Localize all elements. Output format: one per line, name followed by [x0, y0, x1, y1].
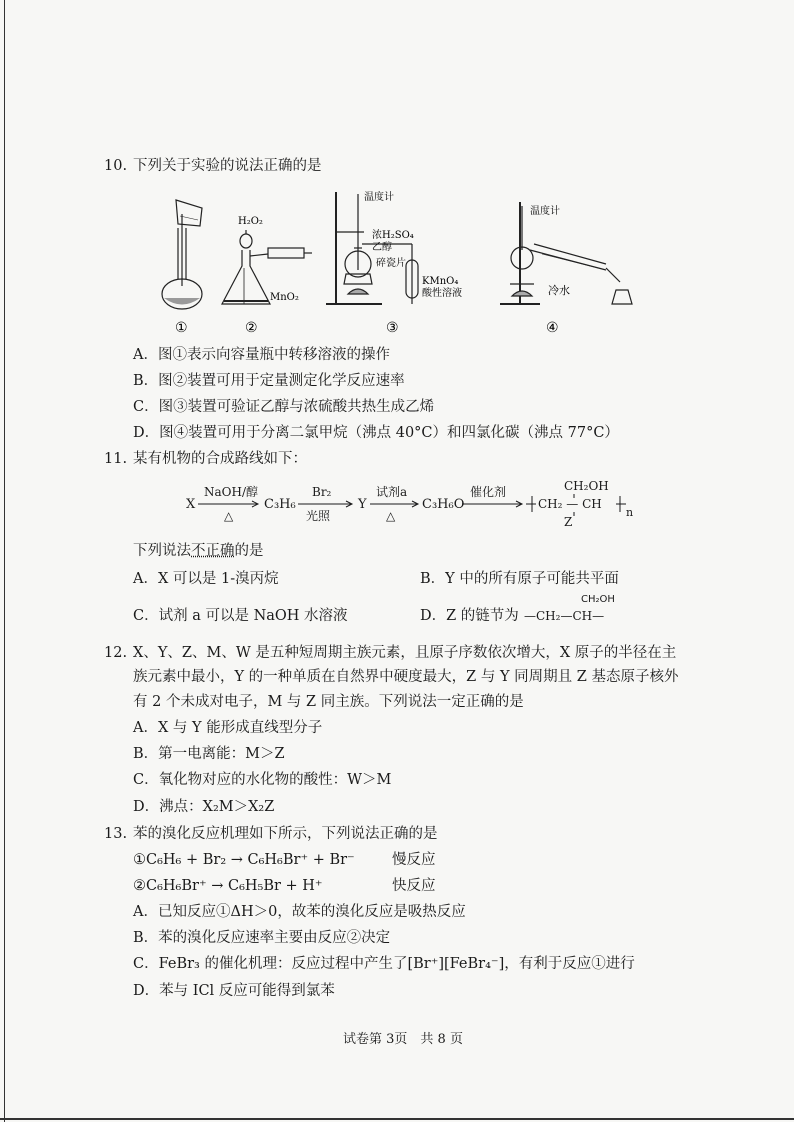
q13-option-a: A．已知反应①ΔH＞0，故苯的溴化反应是吸热反应	[133, 904, 466, 920]
route-c3h6o: C₃H₆O	[422, 497, 465, 512]
thermometer-label-3: 温度计	[364, 192, 394, 203]
route-y: Y	[358, 497, 367, 512]
q11-option-b: B．Y 中的所有原子可能共平面	[420, 571, 619, 587]
page-footer: 试卷第 3页 共 8 页	[343, 1032, 463, 1047]
cold-water-label: 冷水	[548, 284, 570, 297]
q12-option-b: B．第一电离能：M＞Z	[133, 746, 285, 762]
q11-sub-stem-pre: 下列说法	[133, 543, 191, 559]
fig-num-1: ①	[175, 320, 188, 336]
fig-num-2: ②	[245, 320, 258, 336]
chips-label: 碎瓷片	[376, 258, 406, 269]
q13-stem: 苯的溴化反应机理如下所示，下列说法正确的是	[133, 826, 438, 842]
q10-option-c: C．图③装置可验证乙醇与浓硫酸共热生成乙烯	[133, 399, 435, 415]
polymer-main: CH₂ — CH	[538, 497, 602, 511]
mno2-label: MnO₂	[270, 292, 299, 303]
acid-label: 浓H₂SO₄	[372, 230, 414, 241]
q13-option-d: D．苯与 ICl 反应可能得到氯苯	[133, 983, 335, 999]
q10-option-a: A．图①表示向容量瓶中转移溶液的操作	[133, 347, 390, 363]
q11-option-a: A．X 可以是 1-溴丙烷	[133, 571, 279, 587]
q13-reaction-1: ①C₆H₆ + Br₂ → C₆H₆Br⁺ + Br⁻	[133, 852, 355, 868]
route-x: X	[186, 497, 196, 512]
q12-option-c: C．氧化物对应的水化物的酸性：W＞M	[133, 772, 392, 788]
thermometer-label-4: 温度计	[530, 206, 560, 217]
q11-synthesis-route	[180, 474, 660, 534]
q11-sub-stem-post: 的是	[234, 543, 264, 559]
q11-stem: 某有机物的合成路线如下：	[133, 451, 307, 467]
q12-option-a: A．X 与 Y 能形成直线型分子	[133, 720, 323, 736]
q10-option-d: D．图④装置可用于分离二氯甲烷（沸点 40°C）和四氯化碳（沸点 77°C）	[133, 425, 619, 441]
q10-option-b: B．图②装置可用于定量测定化学反应速率	[133, 373, 405, 389]
q10-number: 10.	[104, 158, 128, 174]
kmno4-label: KMnO₄	[422, 276, 459, 287]
q13-reaction-2: ②C₆H₆Br⁺ → C₆H₅Br + H⁺	[133, 878, 323, 894]
route-cond3-top: 试剂a	[376, 485, 408, 499]
q11-option-c: C．试剂 a 可以是 NaOH 水溶液	[133, 608, 348, 624]
q11-linkage-ch2oh: CH₂OH	[581, 594, 615, 605]
route-c3h6: C₃H₆	[264, 497, 296, 512]
route-cond2-bot: 光照	[306, 509, 331, 523]
route-cond1-bot: △	[224, 509, 234, 523]
h2o2-label: H₂O₂	[238, 216, 263, 227]
q11-number: 11.	[104, 451, 128, 467]
q11-option-d: D．Z 的链节为	[420, 608, 519, 624]
q12-stem-line-1: X、Y、Z、M、W 是五种短周期主族元素，且原子序数依次增大，X 原子的半径在主	[133, 645, 677, 661]
polymer-z: Z	[564, 515, 573, 529]
q10-stem: 下列关于实验的说法正确的是	[133, 158, 322, 174]
q10-apparatus-figures	[150, 186, 650, 346]
ethanol-label: 乙醇	[372, 242, 392, 253]
q12-stem-line-2: 族元素中最小，Y 的一种单质在自然界中硬度最大，Z 与 Y 同周期且 Z 基态原子核外	[133, 669, 679, 685]
q13-reaction-2-note: 快反应	[392, 878, 436, 894]
q12-option-d: D．沸点：X₂M＞X₂Z	[133, 799, 275, 815]
page-border-left	[4, 0, 5, 1122]
q11-sub-stem	[133, 541, 264, 561]
q11-linkage-main: —CH₂—CH—	[524, 609, 605, 623]
fig-num-4: ④	[546, 320, 559, 336]
q11-sub-stem-emphasis: 不正确	[191, 543, 235, 559]
q13-option-b: B．苯的溴化反应速率主要由反应②决定	[133, 930, 391, 946]
route-cond3-bot: △	[386, 509, 396, 523]
polymer-n: n	[626, 506, 634, 519]
page-border-bottom	[0, 1118, 794, 1120]
q12-number: 12.	[104, 645, 128, 661]
q12-stem-line-3: 有 2 个未成对电子，M 与 Z 同主族。下列说法一定正确的是	[133, 694, 524, 710]
route-cond4-top: 催化剂	[470, 485, 507, 499]
kmno4-solution-label: 酸性溶液	[422, 288, 462, 299]
route-cond2-top: Br₂	[312, 485, 332, 499]
fig-num-3: ③	[386, 320, 399, 336]
q13-number: 13.	[104, 826, 128, 842]
polymer-ch2oh: CH₂OH	[564, 479, 609, 493]
q13-option-c: C．FeBr₃ 的催化机理：反应过程中产生了[Br⁺][FeBr₄⁻]，有利于反应①进行	[133, 956, 635, 972]
volumetric-flask-figure	[162, 200, 202, 309]
route-cond1-top: NaOH/醇	[204, 485, 259, 499]
q13-reaction-1-note: 慢反应	[392, 852, 436, 868]
